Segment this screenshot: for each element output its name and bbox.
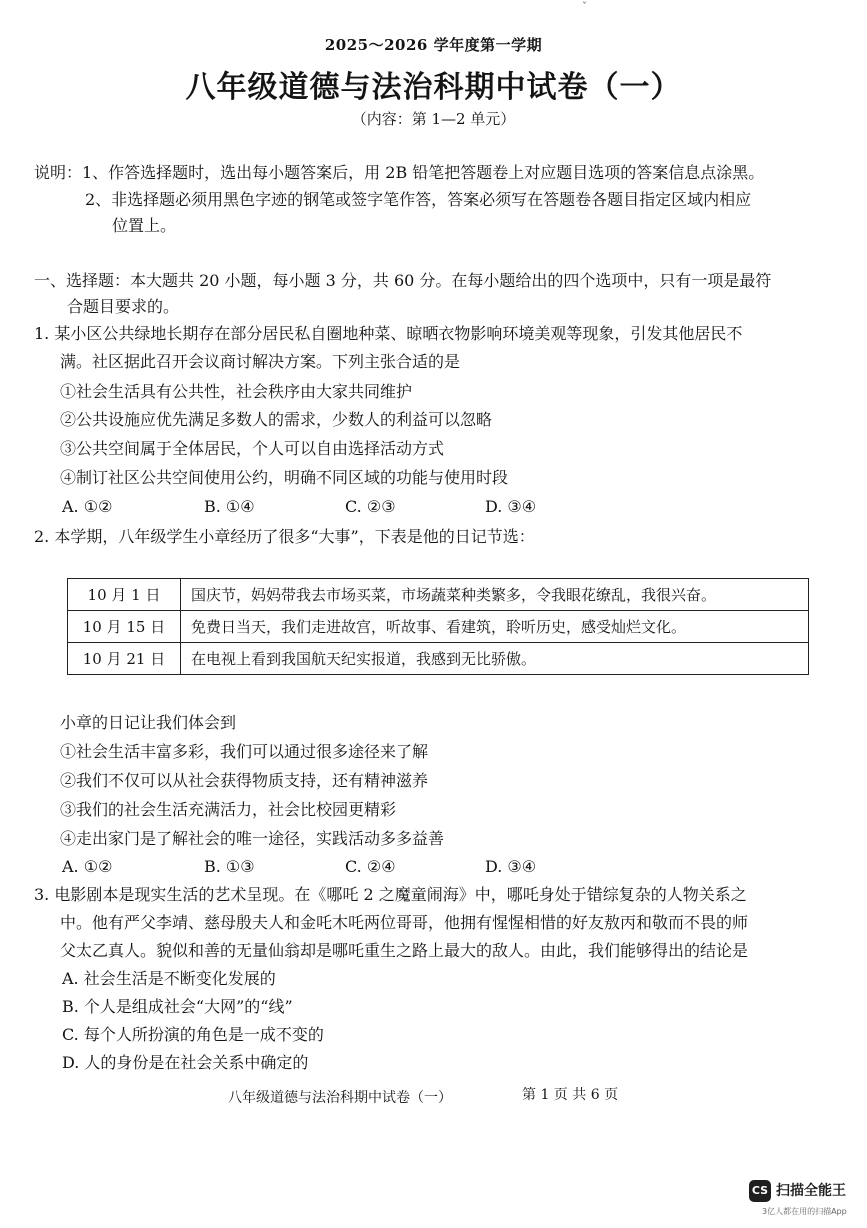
q3-stem-line-3: 父太乙真人。貌似和善的无量仙翁却是哪吒重生之路上最大的敌人。由此，我们能够得出的结论是 — [60, 941, 749, 960]
table-row — [68, 611, 809, 643]
q2-statement-1: ①社会生活丰富多彩，我们可以通过很多途径来了解 — [60, 742, 429, 761]
q1-stem-line-2: 满。社区据此召开会议商讨解决方案。下列主张合适的是 — [60, 352, 461, 371]
q2-option-d: D. ③④ — [485, 857, 537, 876]
q1-statement-2: ②公共设施应优先满足多数人的需求，少数人的利益可以忽略 — [60, 410, 493, 429]
instruction-line-2: 2、非选择题必须用黑色字迹的钢笔或签字笔作答，答案必须写在答题卷各题目指定区域内相应 — [85, 190, 752, 209]
q1-option-b: B. ①④ — [204, 497, 255, 516]
footer-exam-name: 八年级道德与法治科期中试卷（一） — [228, 1090, 452, 1106]
scanner-app-name: 扫描全能王 — [776, 1183, 846, 1199]
q1-option-c: C. ②③ — [345, 497, 396, 516]
scan-mark: ˇ — [582, 2, 587, 13]
q2-option-c: C. ②④ — [345, 857, 396, 876]
q2-statement-4: ④走出家门是了解社会的唯一途径，实践活动多多益善 — [60, 829, 445, 848]
q3-option-b: B. 个人是组成社会“大网”的“线” — [62, 997, 293, 1016]
instruction-line-1: 说明：1、作答选择题时，选出每小题答案后，用 2B 铅笔把答题卷上对应题目选项的答案信息点涂黑。 — [34, 163, 765, 182]
q1-statement-4: ④制订社区公共空间使用公约，明确不同区域的功能与使用时段 — [60, 468, 509, 487]
diary-date: 10 月 15 日 — [68, 611, 181, 643]
q1-stem-line-1: 1. 某小区公共绿地长期存在部分居民私自圈地种菜、晾晒衣物影响环境美观等现象，引发其他居民不 — [34, 324, 743, 343]
diary-entry: 国庆节，妈妈带我去市场买菜，市场蔬菜种类繁多，令我眼花缭乱，我很兴奋。 — [181, 579, 809, 611]
q1-option-d: D. ③④ — [485, 497, 537, 516]
q3-option-c: C. 每个人所扮演的角色是一成不变的 — [62, 1025, 324, 1044]
diary-date: 10 月 1 日 — [68, 579, 181, 611]
q2-lead: 小章的日记让我们体会到 — [60, 713, 237, 732]
q3-stem-line-2: 中。他有严父李靖、慈母殷夫人和金吒木吒两位哥哥，他拥有惺惺相惜的好友敖丙和敬而不畏的师 — [60, 913, 749, 932]
q2-statement-3: ③我们的社会生活充满活力，社会比校园更精彩 — [60, 800, 397, 819]
q1-statement-3: ③公共空间属于全体居民，个人可以自由选择活动方式 — [60, 439, 445, 458]
q2-stem: 2. 本学期，八年级学生小章经历了很多“大事”，下表是他的日记节选： — [34, 527, 535, 546]
diary-table — [67, 578, 809, 675]
q2-statement-2: ②我们不仅可以从社会获得物质支持，还有精神滋养 — [60, 771, 429, 790]
section-heading-line-1: 一、选择题：本大题共 20 小题，每小题 3 分，共 60 分。在每小题给出的四个选项中，只有一项是最符 — [34, 271, 772, 290]
content-scope: （内容：第 1—2 单元） — [351, 110, 516, 128]
q3-stem-line-1: 3. 电影剧本是现实生活的艺术呈现。在《哪吒 2 之魔童闹海》中，哪吒身处于错综复杂的人物关系之 — [34, 885, 747, 904]
scanner-tagline: 3亿人都在用的扫描App — [762, 1207, 847, 1216]
footer-page-number: 第 1 页 共 6 页 — [522, 1087, 619, 1103]
diary-date: 10 月 21 日 — [68, 643, 181, 675]
table-row — [68, 643, 809, 675]
q1-option-a: A. ①② — [62, 497, 113, 516]
q3-option-a: A. 社会生活是不断变化发展的 — [62, 969, 276, 988]
exam-title: 八年级道德与法治科期中试卷（一） — [185, 70, 682, 105]
q2-option-b: B. ①③ — [204, 857, 255, 876]
term-heading: 2025～2026 学年度第一学期 — [324, 36, 543, 54]
diary-entry: 在电视上看到我国航天纪实报道，我感到无比骄傲。 — [181, 643, 809, 675]
table-row — [68, 579, 809, 611]
camscanner-logo-icon: CS — [749, 1180, 771, 1202]
instruction-line-3: 位置上。 — [112, 216, 177, 235]
q3-option-d: D. 人的身份是在社会关系中确定的 — [62, 1053, 309, 1072]
diary-entry: 免费日当天，我们走进故宫，听故事、看建筑，聆听历史，感受灿烂文化。 — [181, 611, 809, 643]
q1-statement-1: ①社会生活具有公共性，社会秩序由大家共同维护 — [60, 382, 413, 401]
q2-option-a: A. ①② — [62, 857, 113, 876]
section-heading-line-2: 合题目要求的。 — [67, 297, 180, 316]
